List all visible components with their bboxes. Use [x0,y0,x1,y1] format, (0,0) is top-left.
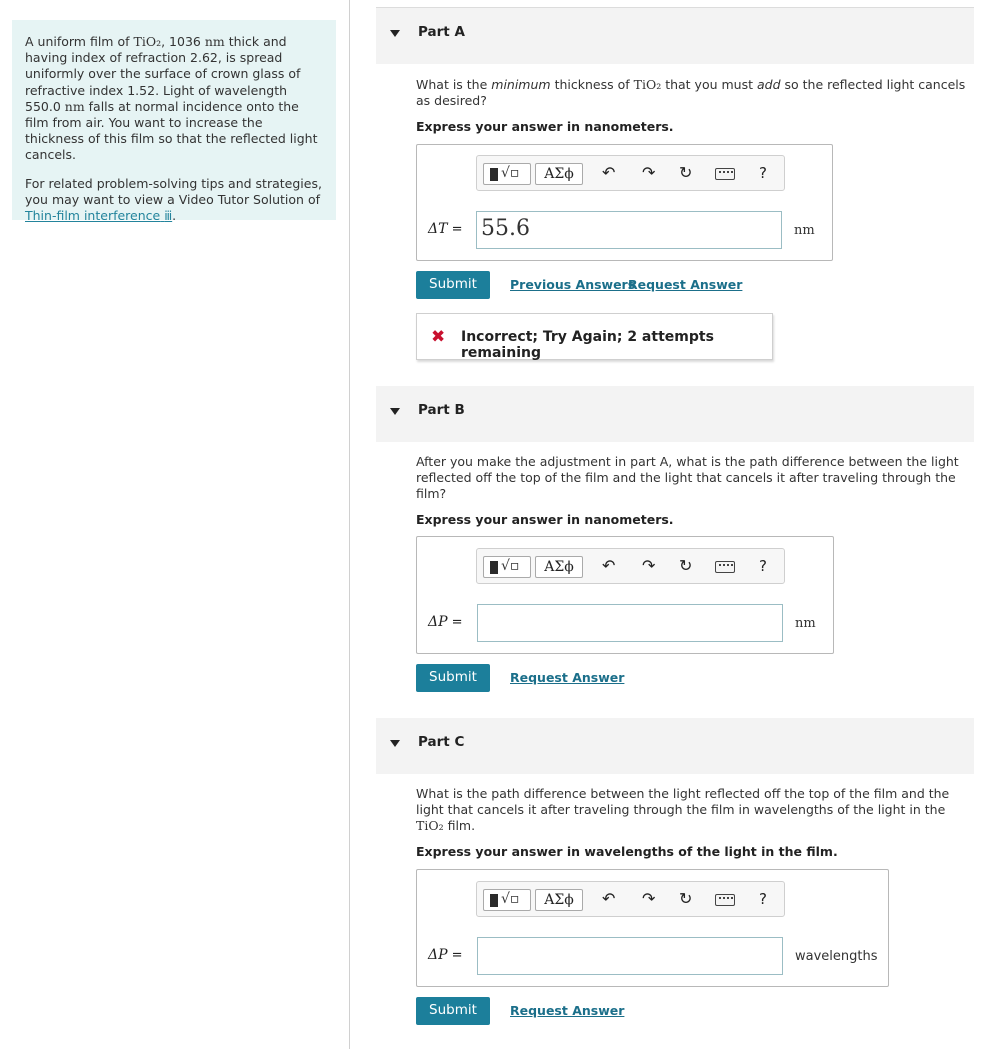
greek-symbols-button[interactable]: ΑΣϕ [535,889,583,911]
question-text: What is the [416,77,492,92]
question-text: so the reflected light cancels as desired? [416,77,966,109]
part-c-answer-box [416,869,889,987]
equals-sign: = [447,222,463,237]
sqrt-template-icon: √▫ [501,891,520,907]
part-a-answer-box [416,144,833,261]
answer-unit: wavelengths [795,949,878,964]
help-icon[interactable]: ? [759,890,767,908]
external-link-icon: ⅲ [164,208,173,224]
part-a-question [416,77,972,109]
tips-text-end: . [172,208,177,224]
math-toolbar [476,548,785,584]
previous-answers-link[interactable]: Previous Answers [510,277,636,292]
templates-button[interactable] [483,163,531,185]
problem-text-part: A uniform film of [25,34,134,49]
reset-icon[interactable]: ↻ [679,889,693,908]
panel-divider [349,0,350,1049]
undo-icon[interactable]: ↶ [602,889,616,908]
unit-nm: nm [64,98,85,114]
part-a-express-instruction: Express your answer in nanometers. [416,119,674,134]
part-a-feedback [416,313,773,360]
templates-button[interactable] [483,556,531,578]
part-b-header[interactable] [376,386,974,442]
question-text: What is the path difference between the light reflected off the top of the film and the light that cancels it after traveling through the film in wavelengths of the light in the [416,786,950,818]
template-block-icon [490,168,498,181]
part-a-request-answer-link[interactable]: Request Answer [628,277,743,292]
undo-icon[interactable]: ↶ [602,163,616,182]
reset-icon[interactable]: ↻ [679,556,693,575]
template-block-icon [490,561,498,574]
equals-sign: = [447,948,463,963]
part-b-answer-box [416,536,834,654]
unit-nm: nm [204,34,225,49]
sqrt-template-icon: √▫ [501,558,520,574]
video-tutor-link[interactable] [25,208,172,223]
reset-icon[interactable]: ↻ [679,163,693,182]
part-b-submit-button[interactable]: Submit [416,664,490,692]
part-a-answer-input[interactable]: 55.6 [476,211,782,249]
undo-icon[interactable]: ↶ [602,556,616,575]
variable-symbol: ΔP [428,947,448,963]
answer-unit: nm [795,616,816,631]
math-toolbar [476,881,785,917]
greek-symbols-button[interactable]: ΑΣϕ [535,163,583,185]
sqrt-template-icon: √▫ [501,165,520,181]
question-text: film. [443,818,476,834]
video-tutor-link-label: Thin-film interference [25,208,161,224]
answer-variable-label [428,614,463,630]
part-b-question: After you make the adjustment in part A, what is the path difference between the light reflected off the top of the film and the light that cancels it after traveling through the film? [416,454,959,502]
incorrect-x-icon: ✖ [431,327,446,347]
collapse-caret-icon[interactable] [390,740,400,747]
question-text: thickness of [550,77,634,92]
part-c-title: Part C [418,734,465,750]
question-text: that you must [661,77,757,92]
templates-button[interactable] [483,889,531,911]
redo-icon[interactable]: ↷ [642,556,656,575]
tips-text-body: For related problem-solving tips and strategies, you may want to view a Video Tutor Solution of [25,175,322,207]
answer-unit: nm [794,223,815,238]
problem-text-part: , 1036 [161,34,205,49]
part-c-answer-input[interactable] [477,937,783,975]
variable-symbol: ΔP [428,614,448,630]
problem-statement [12,20,336,224]
part-c-express-instruction: Express your answer in wavelengths of the light in the film. [416,844,838,859]
part-a-header[interactable] [376,8,974,64]
redo-icon[interactable]: ↷ [642,163,656,182]
variable-symbol: ΔT [428,221,448,237]
part-b-title: Part B [418,402,465,418]
equals-sign: = [447,615,463,630]
keyboard-shortcuts-icon[interactable] [715,561,735,573]
collapse-caret-icon[interactable] [390,408,400,415]
question-emphasis: add [756,77,781,92]
part-a-submit-button[interactable]: Submit [416,271,490,299]
part-b-request-answer-link[interactable]: Request Answer [510,670,625,685]
tio2-formula: TiO₂ [416,818,444,834]
math-toolbar [476,155,785,191]
problem-text-part: thick and having index of refraction 2.62, is spread uniformly over the surface of crown glass of refractive index 1.52. Light of wavelength 550.0 [25,34,301,114]
feedback-message: Incorrect; Try Again; 2 attempts remaining [461,329,714,361]
keyboard-shortcuts-icon[interactable] [715,168,735,180]
part-c-submit-button[interactable]: Submit [416,997,490,1025]
answer-variable-label [428,947,463,963]
part-b-answer-input[interactable] [477,604,783,642]
tio2-formula: TiO₂ [133,34,162,49]
keyboard-shortcuts-icon[interactable] [715,894,735,906]
problem-text [25,34,323,164]
problem-text-part: falls at normal incidence onto the film from air. You want to increase the thickness of this film so that the reflected light cancels. [25,98,318,163]
tips-text [25,176,323,225]
template-block-icon [490,894,498,907]
help-icon[interactable]: ? [759,164,767,182]
question-emphasis: minimum [491,77,551,92]
answer-variable-label [428,221,462,237]
part-c-header[interactable] [376,718,974,774]
collapse-caret-icon[interactable] [390,30,400,37]
part-c-question [416,786,956,835]
redo-icon[interactable]: ↷ [642,889,656,908]
part-a-title: Part A [418,24,465,40]
part-c-request-answer-link[interactable]: Request Answer [510,1003,625,1018]
part-b-express-instruction: Express your answer in nanometers. [416,512,674,527]
greek-symbols-button[interactable]: ΑΣϕ [535,556,583,578]
tio2-formula: TiO₂ [633,77,662,92]
help-icon[interactable]: ? [759,557,767,575]
